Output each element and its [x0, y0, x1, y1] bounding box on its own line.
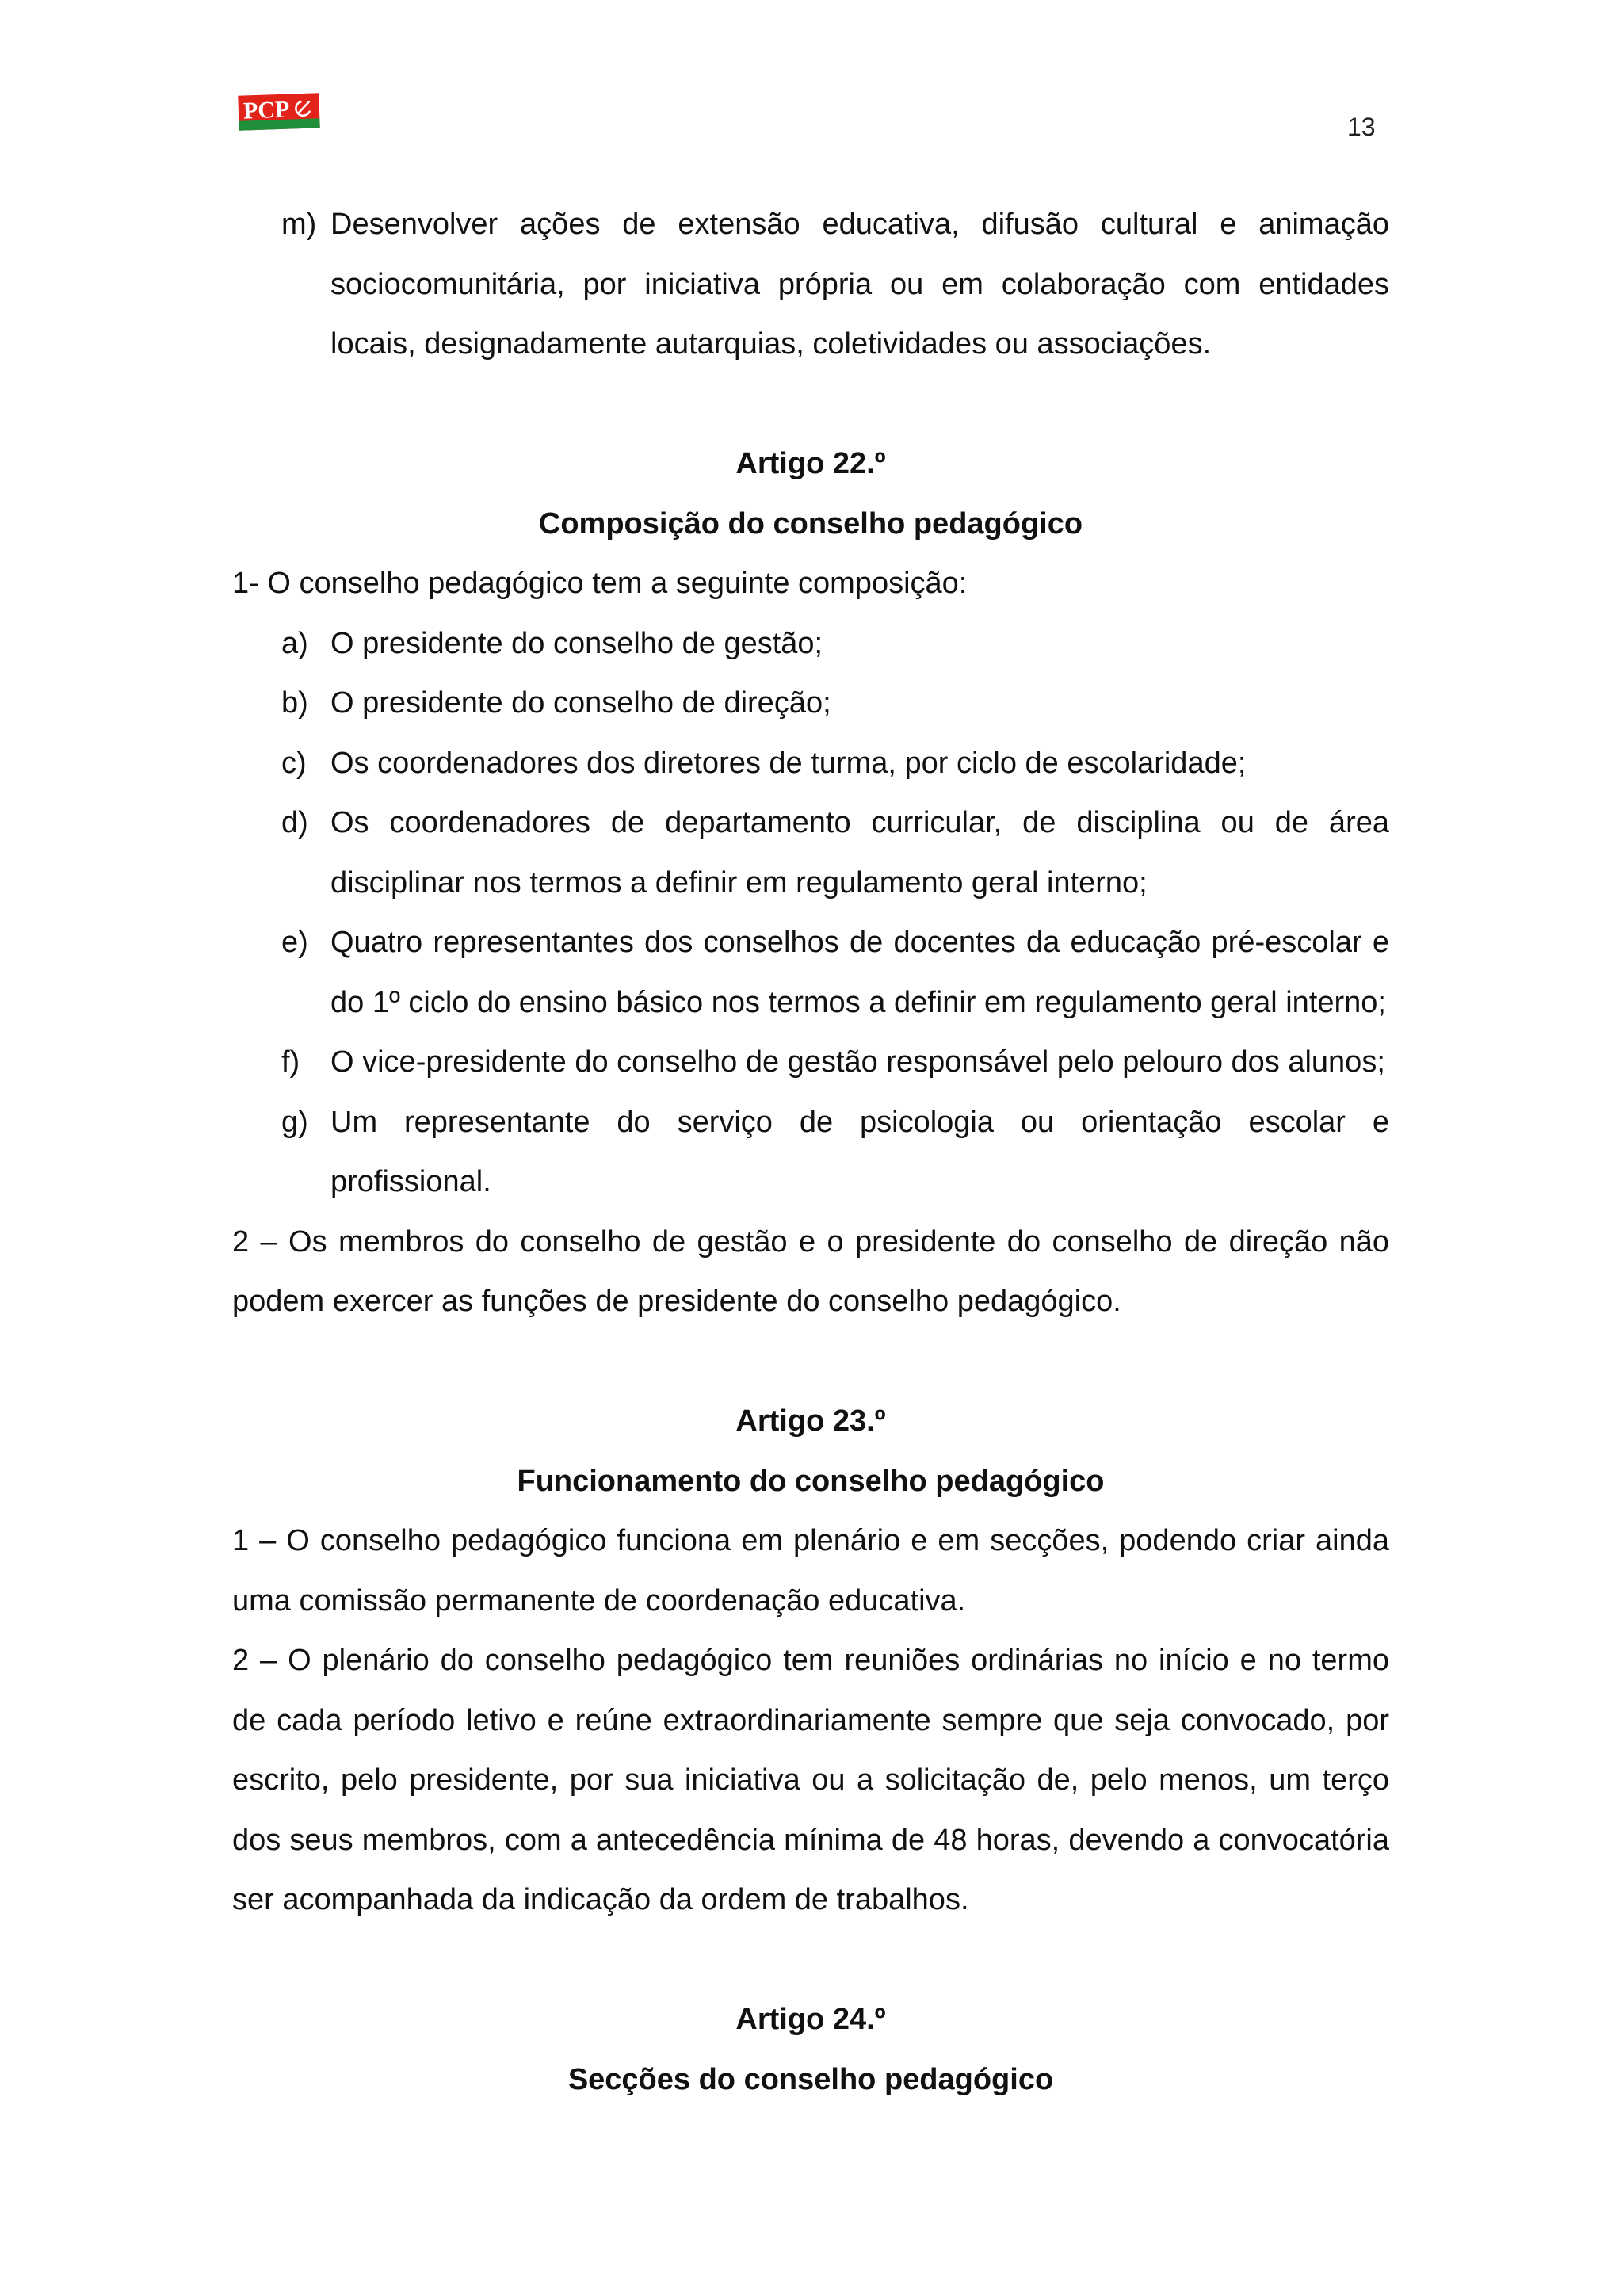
- article-22-subtitle: Composição do conselho pedagógico: [538, 506, 1083, 541]
- list-marker: b): [281, 686, 308, 720]
- list-marker: e): [281, 926, 308, 959]
- article-23-paragraph-2: 2 – O plenário do conselho pedagógico tem reuniões ordinárias no início e no termo de cada período letivo e reúne extraordinariamente sempre que seja convocado, por escrito, pelo presidente, por sua iniciativa ou a solicitação de, pelo menos, um terço dos seus membros, com a antecedência mínima de 48 horas, devendo a convocatória ser acompanhada da indicação da ordem de trabalhos.: [232, 1644, 1389, 1916]
- list-marker: g): [281, 1105, 308, 1139]
- list-item-a: [232, 614, 1389, 674]
- article-22-title: Artigo 22.º: [735, 447, 886, 480]
- list-item-m: [232, 195, 1389, 375]
- document-body: [232, 195, 1389, 2110]
- article-22-paragraph-2: 2 – Os membros do conselho de gestão e o presidente do conselho de direção não podem exercer as funções de presidente do conselho pedagógico.: [232, 1224, 1389, 1318]
- article-23-paragraph-1: 1 – O conselho pedagógico funciona em plenário e em secções, podendo criar ainda uma comissão permanente de coordenação educativa.: [232, 1524, 1389, 1618]
- list-item-text: O presidente do conselho de gestão;: [330, 626, 823, 660]
- article-24-title: Artigo 24.º: [735, 2003, 886, 2036]
- list-marker: f): [281, 1045, 300, 1079]
- list-item-text: Quatro representantes dos conselhos de docentes da educação pré-escolar e do 1º ciclo do ensino básico nos termos a definir em regulamento geral interno;: [330, 926, 1389, 1019]
- article-23-title: Artigo 23.º: [735, 1404, 886, 1438]
- list-item-d: [232, 793, 1389, 913]
- list-item-f: [232, 1033, 1389, 1093]
- list-item-g: [232, 1093, 1389, 1213]
- pcp-logo: [235, 90, 323, 134]
- article-23-subtitle: Funcionamento do conselho pedagógico: [517, 1464, 1105, 1498]
- list-marker: d): [281, 806, 308, 839]
- list-item-b: [232, 674, 1389, 734]
- logo-text: PCP: [242, 96, 290, 124]
- list-item-e: [232, 913, 1389, 1033]
- list-item-text: Um representante do serviço de psicologia ou orientação escolar e profissional.: [330, 1105, 1389, 1198]
- list-marker: a): [281, 626, 308, 660]
- article-24-subtitle: Secções do conselho pedagógico: [567, 2062, 1054, 2096]
- article-22-intro: 1- O conselho pedagógico tem a seguinte composição:: [232, 567, 968, 600]
- list-item-c: [232, 734, 1389, 794]
- list-item-text: O vice-presidente do conselho de gestão responsável pelo pelouro dos alunos;: [330, 1045, 1385, 1079]
- list-marker: c): [281, 746, 307, 780]
- list-item-text: Desenvolver ações de extensão educativa, difusão cultural e animação sociocomunitária, por iniciativa própria ou em colaboração com entidades locais, designadamente autarquias, coletividades ou associações.: [330, 208, 1389, 361]
- list-item-text: O presidente do conselho de direção;: [330, 686, 831, 720]
- list-item-text: Os coordenadores dos diretores de turma, por ciclo de escolaridade;: [330, 746, 1247, 780]
- list-marker: m): [281, 208, 317, 241]
- list-item-text: Os coordenadores de departamento curricular, de disciplina ou de área disciplinar nos termos a definir em regulamento geral interno;: [330, 806, 1389, 900]
- page-number: 13: [1347, 113, 1376, 141]
